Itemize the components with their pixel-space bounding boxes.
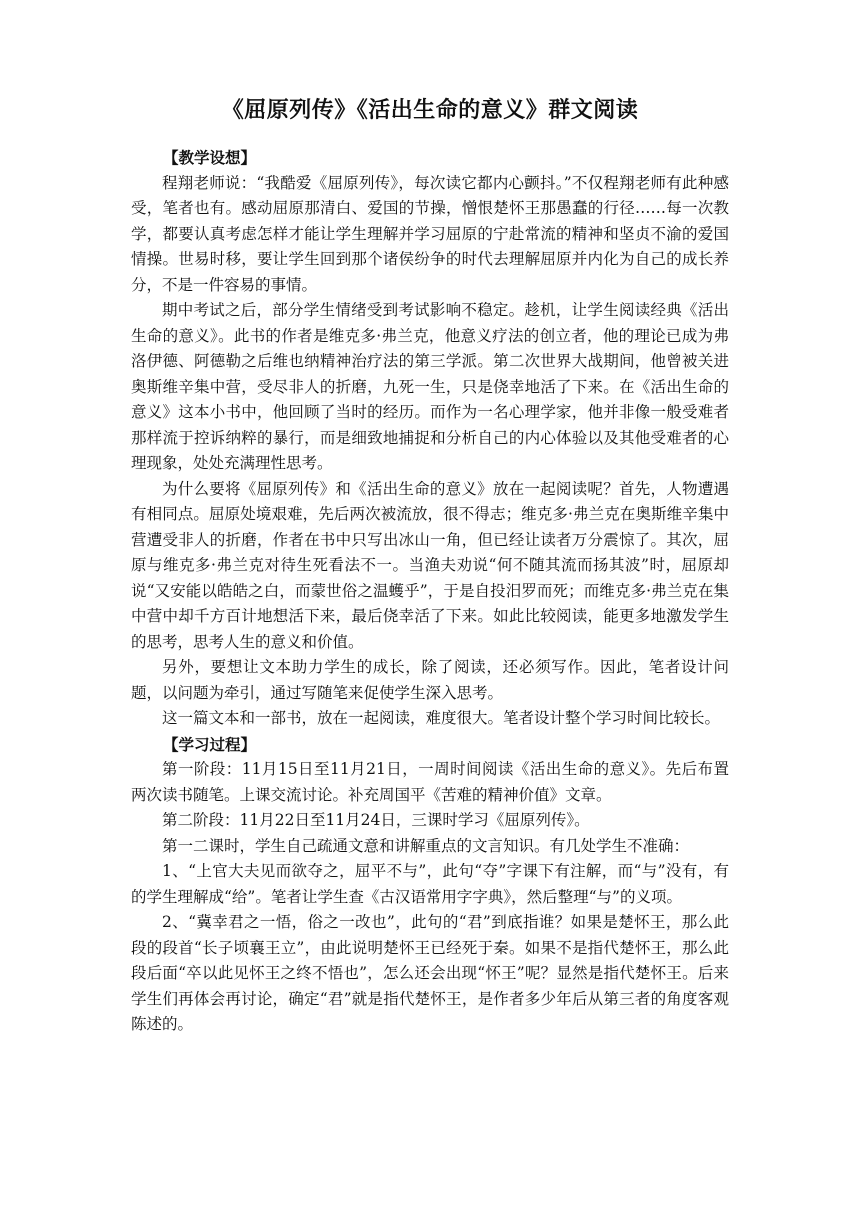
paragraph: 2、“冀幸君之一悟，俗之一改也”，此句的“君”到底指谁？如果是楚怀王，那么此段的段首“长子顷襄王立”，由此说明楚怀王已经死于秦。如果不是指代楚怀王，那么此段后面“卒以此见怀王之终不悟也”，怎么还会出现“怀王”呢？显然是指代楚怀王。后来学生们再体会再讨论，确定“君”就是指代楚怀王，是作者多少年后从第三者的角度客观陈述的。 [131, 913, 729, 1033]
document-title: 《屈原列传》《活出生命的意义》群文阅读 [221, 97, 639, 123]
paragraph: 这一篇文本和一部书，放在一起阅读，难度很大。笔者设计整个学习时间比较长。 [162, 709, 721, 727]
section-learning-process [131, 732, 729, 1038]
section-heading: 【教学设想】 [163, 148, 257, 167]
paragraph: 第二阶段：11月22日至11月24日，三课时学习《屈原列传》。 [162, 811, 590, 829]
paragraph: 第一二课时，学生自己疏通文意和讲解重点的文言知识。有几处学生不准确： [162, 836, 690, 855]
section-teaching-idea [131, 145, 729, 732]
section-heading: 【学习过程】 [163, 734, 257, 754]
paragraph: 期中考试之后，部分学生情绪受到考试影响不稳定。趁机，让学生阅读经典《活出生命的意义》。此书的作者是维克多·弗兰克，他意义疗法的创立者，他的理论已成为弗洛伊德、阿德勒之后维也纳精神治疗法的第三学派。第二次世界大战期间，他曾被关进奥斯维辛集中营，受尽非人的折磨，九死一生，只是侥幸地活了下来。在《活出生命的意义》这本小书中，他回顾了当时的经历。而作为一名心理学家，他并非像一般受难者那样流于控诉纳粹的暴行，而是细致地捕捉和分析自己的内心体验以及其他受难者的心理现象，处处充满理性思考。 [131, 301, 729, 472]
paragraph: 1、“上官大夫见而欲夺之，屈平不与”，此句“夺”字课下有注解，而“与”没有，有的学生理解成“给”。笔者让学生查《古汉语常用字字典》，然后整理“与”的义项。 [131, 862, 729, 906]
paragraph: 另外，要想让文本助力学生的成长，除了阅读，还必须写作。因此，笔者设计问题，以问题为牵引，通过写随笔来促使学生深入思考。 [131, 658, 729, 702]
document-page [131, 95, 729, 1038]
paragraph: 第一阶段：11月15日至11月21日，一周时间阅读《活出生命的意义》。先后布置两次读书随笔。上课交流讨论。补充周国平《苦难的精神价值》文章。 [131, 760, 729, 804]
paragraph: 程翔老师说：“我酷爱《屈原列传》，每次读它都内心颤抖。”不仅程翔老师有此种感受，笔者也有。感动屈原那清白、爱国的节操，憎恨楚怀王那愚蠢的行径……每一次教学，都要认真考虑怎样才能让学生理解并学习屈原的宁赴常流的精神和坚贞不渝的爱国情操。世易时移，要让学生回到那个诸侯纷争的时代去理解屈原并内化为自己的成长养分，不是一件容易的事情。 [131, 173, 729, 294]
paragraph: 为什么要将《屈原列传》和《活出生命的意义》放在一起阅读呢？首先，人物遭遇有相同点。屈原处境艰难，先后两次被流放，很不得志；维克多·弗兰克在奥斯维辛集中营遭受非人的折磨，作者在书中只写出冰山一角，但已经让读者万分震惊了。其次，屈原与维克多·弗兰克对待生死看法不一。当渔夫劝说“何不随其流而扬其波”时，屈原却说“又安能以皓皓之白，而蒙世俗之温蠖乎”，于是自投汨罗而死；而维克多·弗兰克在集中营中却千方百计地想活下来，最后侥幸活了下来。如此比较阅读，能更多地激发学生的思考，思考人生的意义和价值。 [131, 479, 729, 651]
